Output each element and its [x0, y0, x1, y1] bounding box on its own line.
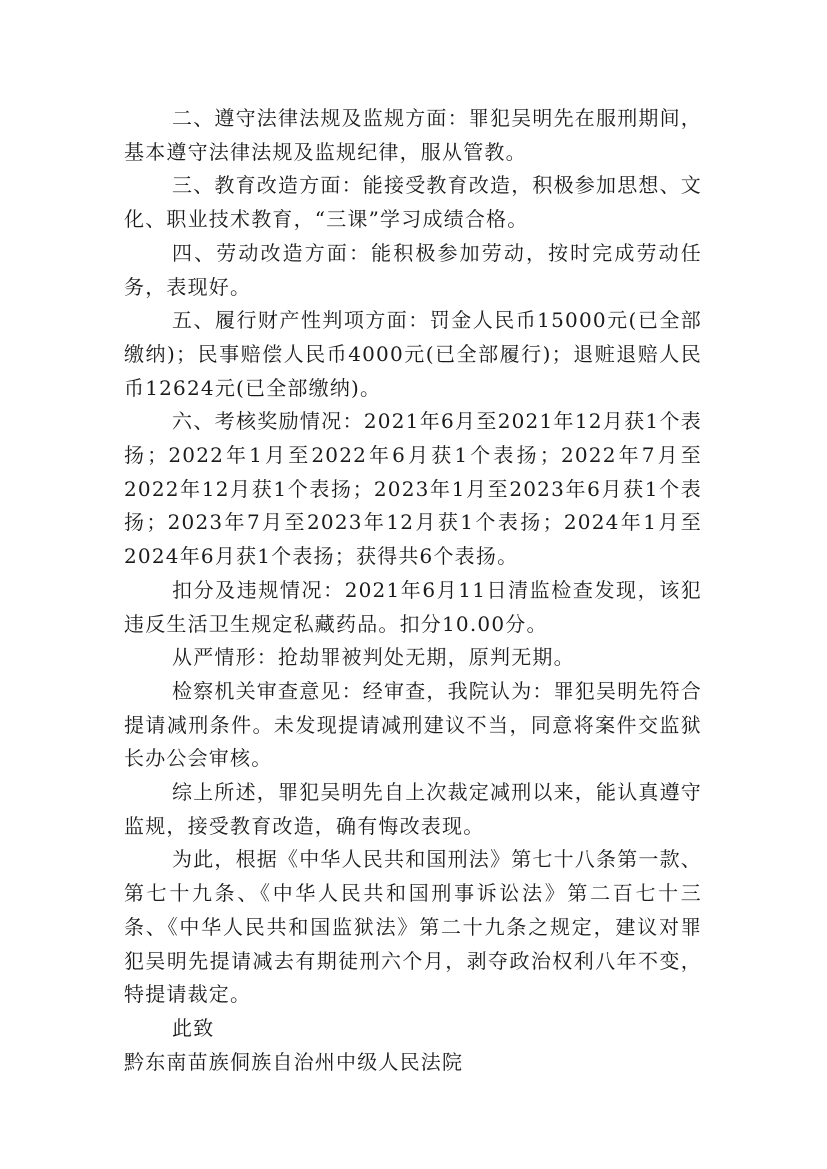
paragraph-deductions: 扣分及违规情况：2021年6月11日清监检查发现，该犯违反生活卫生规定私藏药品。扣分10.00分。: [124, 577, 702, 636]
closing-salutation: 此致: [172, 1015, 215, 1040]
paragraph-property-judgment: 五、履行财产性判项方面：罚金人民币15000元(已全部缴纳)；民事赔偿人民币4000元(已全部履行)；退赃退赔人民币12624元(已全部缴纳)。: [124, 308, 702, 400]
paragraph-strict-circumstances: 从严情形：抢劫罪被判处无期，原判无期。: [172, 645, 575, 670]
paragraph-education: 三、教育改造方面：能接受教育改造，积极参加思想、文化、职业技术教育，“三课”学习成绩合格。: [124, 173, 702, 232]
paragraph-rewards: 六、考核奖励情况：2021年6月至2021年12月获1个表扬；2022年1月至2022年6月获1个表扬；2022年7月至2022年12月获1个表扬；2023年1月至2023年6月获1个表扬；2023年7月至2023年12月获1个表扬；2024年1月至2024年6月获1个表扬；获得共6个表扬。: [124, 409, 702, 569]
paragraph-compliance: 二、遵守法律法规及监规方面：罪犯吴明先在服刑期间，基本遵守法律法规及监规纪律，服从管教。: [124, 106, 702, 164]
paragraph-procuratorate-opinion: 检察机关审查意见：经审查，我院认为：罪犯吴明先符合提请减刑条件。未发现提请减刑建议不当，同意将案件交监狱长办公会审核。: [124, 678, 702, 771]
paragraph-labor: 四、劳动改造方面：能积极参加劳动，按时完成劳动任务，表现好。: [124, 240, 702, 299]
document-body: [124, 102, 702, 1079]
paragraph-legal-basis: 为此，根据《中华人民共和国刑法》第七十八条第一款、第七十九条、《中华人民共和国刑事诉讼法》第二百七十三条、《中华人民共和国监狱法》第二十九条之规定，建议对罪犯吴明先提请减去有期徒刑六个月，剥夺政治权利八年不变，特提请裁定。: [124, 847, 702, 1007]
recipient-court: 黔东南苗族侗族自治州中级人民法院: [124, 1049, 464, 1074]
paragraph-summary: 综上所述，罪犯吴明先自上次裁定减刑以来，能认真遵守监规，接受教育改造，确有悔改表现。: [124, 780, 702, 838]
